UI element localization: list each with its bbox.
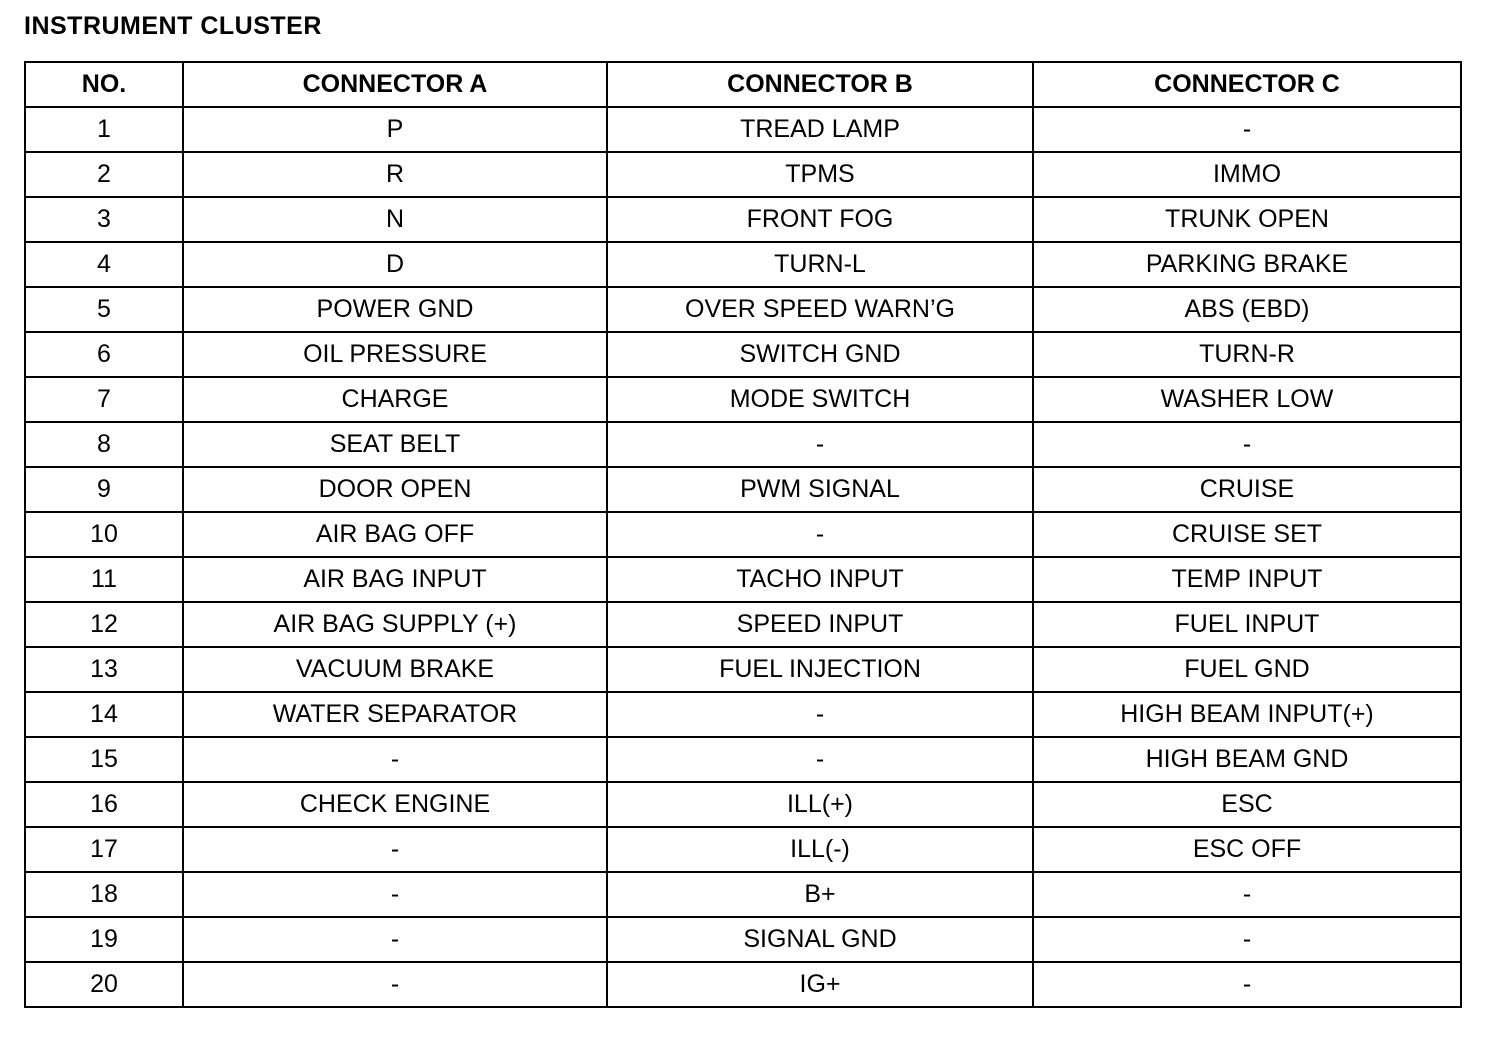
- connector-a-cell: -: [183, 872, 607, 917]
- table-row: [25, 467, 1461, 512]
- connector-c-cell: ESC: [1033, 782, 1461, 827]
- connector-a-cell: WATER SEPARATOR: [183, 692, 607, 737]
- table-body: [25, 107, 1461, 1007]
- connector-c-cell: TURN-R: [1033, 332, 1461, 377]
- connector-c-cell: FUEL INPUT: [1033, 602, 1461, 647]
- connector-b-cell: FRONT FOG: [607, 197, 1033, 242]
- pin-number-cell: 12: [25, 602, 183, 647]
- table-row: [25, 152, 1461, 197]
- connector-c-cell: -: [1033, 872, 1461, 917]
- connector-c-cell: ABS (EBD): [1033, 287, 1461, 332]
- column-header-connector-b: CONNECTOR B: [607, 62, 1033, 107]
- connector-c-cell: FUEL GND: [1033, 647, 1461, 692]
- connector-b-cell: OVER SPEED WARN’G: [607, 287, 1033, 332]
- pin-number-cell: 6: [25, 332, 183, 377]
- table-row: [25, 917, 1461, 962]
- connector-a-cell: AIR BAG SUPPLY (+): [183, 602, 607, 647]
- connector-a-cell: D: [183, 242, 607, 287]
- pin-number-cell: 17: [25, 827, 183, 872]
- pin-number-cell: 11: [25, 557, 183, 602]
- table-row: [25, 332, 1461, 377]
- connector-b-cell: SIGNAL GND: [607, 917, 1033, 962]
- connector-c-cell: -: [1033, 917, 1461, 962]
- connector-c-cell: ESC OFF: [1033, 827, 1461, 872]
- pin-number-cell: 1: [25, 107, 183, 152]
- connector-a-cell: POWER GND: [183, 287, 607, 332]
- connector-b-cell: FUEL INJECTION: [607, 647, 1033, 692]
- connector-b-cell: B+: [607, 872, 1033, 917]
- connector-a-cell: VACUUM BRAKE: [183, 647, 607, 692]
- table-row: [25, 557, 1461, 602]
- connector-b-cell: TACHO INPUT: [607, 557, 1033, 602]
- connector-b-cell: MODE SWITCH: [607, 377, 1033, 422]
- connector-a-cell: R: [183, 152, 607, 197]
- connector-c-cell: -: [1033, 422, 1461, 467]
- connector-a-cell: AIR BAG INPUT: [183, 557, 607, 602]
- connector-c-cell: PARKING BRAKE: [1033, 242, 1461, 287]
- connector-b-cell: -: [607, 692, 1033, 737]
- connector-c-cell: TRUNK OPEN: [1033, 197, 1461, 242]
- pin-number-cell: 20: [25, 962, 183, 1007]
- connector-a-cell: -: [183, 917, 607, 962]
- table-row: [25, 377, 1461, 422]
- connector-a-cell: -: [183, 827, 607, 872]
- pin-number-cell: 10: [25, 512, 183, 557]
- table-row: [25, 647, 1461, 692]
- document-title: INSTRUMENT CLUSTER: [24, 12, 322, 40]
- column-header-connector-c: CONNECTOR C: [1033, 62, 1461, 107]
- connector-a-cell: DOOR OPEN: [183, 467, 607, 512]
- connector-a-cell: N: [183, 197, 607, 242]
- connector-a-cell: OIL PRESSURE: [183, 332, 607, 377]
- connector-b-cell: -: [607, 422, 1033, 467]
- table-row: [25, 737, 1461, 782]
- table-row: [25, 827, 1461, 872]
- connector-c-cell: CRUISE SET: [1033, 512, 1461, 557]
- connector-a-cell: CHARGE: [183, 377, 607, 422]
- pin-number-cell: 13: [25, 647, 183, 692]
- connector-b-cell: TREAD LAMP: [607, 107, 1033, 152]
- pin-number-cell: 5: [25, 287, 183, 332]
- connector-b-cell: ILL(-): [607, 827, 1033, 872]
- table-row: [25, 242, 1461, 287]
- connector-c-cell: CRUISE: [1033, 467, 1461, 512]
- pin-number-cell: 9: [25, 467, 183, 512]
- pin-number-cell: 2: [25, 152, 183, 197]
- table-row: [25, 422, 1461, 467]
- connector-b-cell: TPMS: [607, 152, 1033, 197]
- connector-c-cell: -: [1033, 962, 1461, 1007]
- pin-number-cell: 14: [25, 692, 183, 737]
- pin-number-cell: 4: [25, 242, 183, 287]
- connector-b-cell: TURN-L: [607, 242, 1033, 287]
- connector-a-cell: SEAT BELT: [183, 422, 607, 467]
- table-row: [25, 872, 1461, 917]
- pin-number-cell: 7: [25, 377, 183, 422]
- connector-pin-table: [24, 61, 1462, 1008]
- connector-c-cell: IMMO: [1033, 152, 1461, 197]
- connector-a-cell: -: [183, 962, 607, 1007]
- connector-b-cell: -: [607, 737, 1033, 782]
- connector-a-cell: AIR BAG OFF: [183, 512, 607, 557]
- table-row: [25, 782, 1461, 827]
- pin-number-cell: 8: [25, 422, 183, 467]
- connector-a-cell: P: [183, 107, 607, 152]
- pin-number-cell: 19: [25, 917, 183, 962]
- connector-a-cell: CHECK ENGINE: [183, 782, 607, 827]
- pin-number-cell: 18: [25, 872, 183, 917]
- pin-number-cell: 15: [25, 737, 183, 782]
- connector-c-cell: -: [1033, 107, 1461, 152]
- connector-c-cell: HIGH BEAM GND: [1033, 737, 1461, 782]
- table-row: [25, 602, 1461, 647]
- connector-b-cell: ILL(+): [607, 782, 1033, 827]
- connector-b-cell: SPEED INPUT: [607, 602, 1033, 647]
- table-row: [25, 287, 1461, 332]
- pin-number-cell: 3: [25, 197, 183, 242]
- connector-c-cell: WASHER LOW: [1033, 377, 1461, 422]
- table-row: [25, 512, 1461, 557]
- connector-b-cell: PWM SIGNAL: [607, 467, 1033, 512]
- table-row: [25, 692, 1461, 737]
- connector-b-cell: IG+: [607, 962, 1033, 1007]
- connector-b-cell: SWITCH GND: [607, 332, 1033, 377]
- table-row: [25, 197, 1461, 242]
- connector-b-cell: -: [607, 512, 1033, 557]
- connector-c-cell: TEMP INPUT: [1033, 557, 1461, 602]
- column-header-connector-a: CONNECTOR A: [183, 62, 607, 107]
- connector-a-cell: -: [183, 737, 607, 782]
- table-row: [25, 962, 1461, 1007]
- table-header-row: [25, 62, 1461, 107]
- pin-number-cell: 16: [25, 782, 183, 827]
- column-header-no: NO.: [25, 62, 183, 107]
- table-row: [25, 107, 1461, 152]
- connector-c-cell: HIGH BEAM INPUT(+): [1033, 692, 1461, 737]
